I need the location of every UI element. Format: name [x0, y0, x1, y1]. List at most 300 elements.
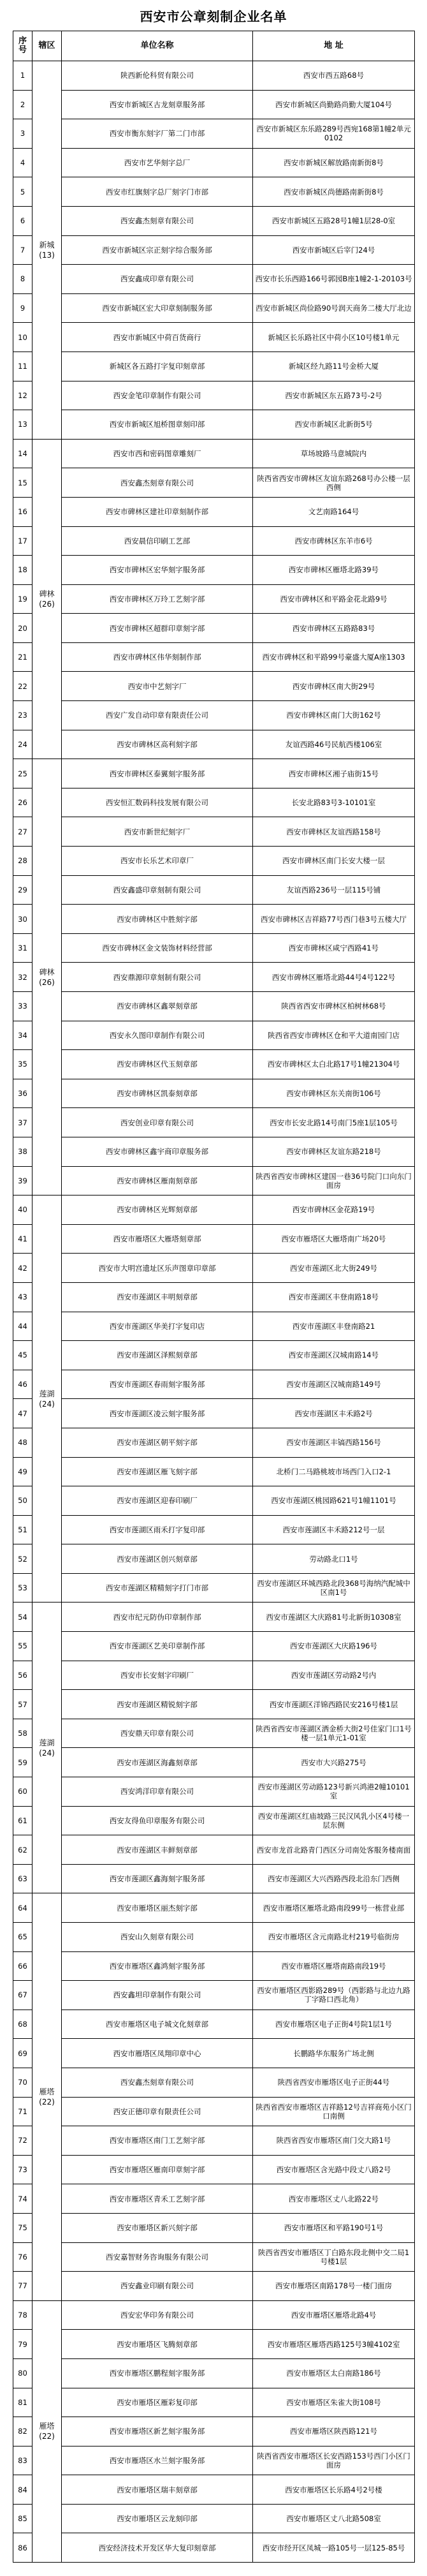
company-address: 西安市新城区尚勤路尚勤大厦104号 [253, 90, 415, 119]
district-cell [33, 759, 62, 1195]
table-row [13, 1806, 415, 1835]
table-row [13, 1661, 415, 1690]
table-row [13, 265, 415, 294]
row-number: 41 [13, 1224, 33, 1254]
company-address: 劳动路北口1号 [253, 1544, 415, 1574]
table-row [13, 206, 415, 235]
table-row [13, 1603, 415, 1632]
company-address: 西安市碑林区金花路19号 [253, 1195, 415, 1225]
company-name: 西安山久刻章有限公司 [62, 1923, 253, 1952]
company-address: 西安市大兴路275号 [253, 1748, 415, 1777]
company-address: 西安市雁塔区电子正街4号院1层1号 [253, 2010, 415, 2039]
row-number: 61 [13, 1806, 33, 1835]
company-address: 西安市碑林区南门长安大楼一层 [253, 847, 415, 876]
company-address: 西安市碑林区和平路99号豪盛大厦A座1303 [253, 642, 415, 672]
district-cell [33, 2300, 62, 2562]
row-number: 45 [13, 1341, 33, 1370]
row-number: 62 [13, 1835, 33, 1865]
company-name: 西安市莲湖区艺美印章制作部 [62, 1632, 253, 1661]
company-name: 西安鑫业印刷有限公司 [62, 2272, 253, 2301]
seal-company-table [13, 31, 415, 2563]
row-number: 14 [13, 439, 33, 468]
district-cell [33, 1893, 62, 2300]
company-address: 文艺南路164号 [253, 497, 415, 526]
table-row [13, 497, 415, 526]
row-number: 60 [13, 1777, 33, 1807]
company-name: 西安市莲湖区迎春印刷厂 [62, 1486, 253, 1516]
company-name: 西安市莲湖区雨禾打字复印部 [62, 1515, 253, 1544]
table-row [13, 1719, 415, 1748]
company-address: 西安市雁塔区雁塔北路南段99号一栋营业部 [253, 1893, 415, 1923]
row-number: 27 [13, 817, 33, 847]
table-row [13, 1544, 415, 1574]
district-cell [33, 1603, 62, 1893]
table-row [13, 1777, 415, 1807]
company-address: 西安市龙首北路青门西区分司南处客服务楼南面 [253, 1835, 415, 1865]
row-number: 37 [13, 1108, 33, 1137]
header-no: 序号 [13, 31, 33, 61]
company-name: 西安市雁塔区飞腾刻章部 [62, 2330, 253, 2359]
row-number: 56 [13, 1661, 33, 1690]
row-number: 24 [13, 730, 33, 759]
company-name: 西安永久图印章制作有限公司 [62, 1021, 253, 1050]
company-name: 西安市雁塔区新艺刻字服务部 [62, 2417, 253, 2446]
company-address: 西安市碑林区友谊西路158号 [253, 817, 415, 847]
row-number: 20 [13, 614, 33, 643]
table-row [13, 1021, 415, 1050]
table-row [13, 2039, 415, 2068]
company-address: 西安市莲湖区劳动路123号新兴鸿港2幢10101室 [253, 1777, 415, 1807]
company-address: 西安市新城区五路28号1幢1层28-0室 [253, 206, 415, 235]
row-number: 3 [13, 119, 33, 149]
district-name: 莲湖 [39, 1389, 55, 1398]
company-address: 西安市碑林区太白北路17号1幢21304号 [253, 1050, 415, 1079]
company-name: 西安市碑林区伟华刻制作部 [62, 642, 253, 672]
table-row [13, 2010, 415, 2039]
table-row [13, 1050, 415, 1079]
table-row [13, 2358, 415, 2388]
table-row [13, 614, 415, 643]
row-number: 54 [13, 1603, 33, 1632]
row-number: 64 [13, 1893, 33, 1923]
company-address: 西安市新城区尚俭路90号润天商务二楼大厅北边 [253, 293, 415, 323]
table-row [13, 1254, 415, 1283]
company-name: 西安正德印章有限责任公司 [62, 2097, 253, 2126]
table-row [13, 730, 415, 759]
table-row [13, 2272, 415, 2301]
table-row [13, 526, 415, 556]
row-number: 71 [13, 2097, 33, 2126]
row-number: 38 [13, 1137, 33, 1166]
company-address: 西安市莲湖区丰镐西路156号 [253, 1428, 415, 1457]
company-address: 长鹏路华东服务广场北侧 [253, 2039, 415, 2068]
company-name: 西安市大明宫遗址区乐声图章印章部 [62, 1254, 253, 1283]
table-row [13, 1923, 415, 1952]
row-number: 4 [13, 148, 33, 177]
table-row [13, 933, 415, 963]
row-number: 39 [13, 1166, 33, 1195]
table-row [13, 1137, 415, 1166]
company-address: 西安市雁塔区长乐路4号2号楼 [253, 2475, 415, 2505]
company-address: 陕西省西安市雁塔区电子正街44号 [253, 2068, 415, 2097]
company-address: 西安市碑林区东羊市6号 [253, 526, 415, 556]
table-row [13, 1428, 415, 1457]
table-row [13, 1486, 415, 1516]
row-number: 66 [13, 1951, 33, 1981]
district-cell [33, 1195, 62, 1603]
company-name: 西安市雁塔区凤翔印章中心 [62, 2039, 253, 2068]
table-row [13, 992, 415, 1021]
company-name: 西安创业印章有限公司 [62, 1108, 253, 1137]
company-name: 西安市碑林区建社印章刻制作部 [62, 497, 253, 526]
table-row [13, 1690, 415, 1719]
header-address: 地 址 [253, 31, 415, 61]
company-address: 西安市雁塔区含光路中段丈八路2号 [253, 2155, 415, 2184]
district-count: (24) [39, 1399, 55, 1409]
table-row [13, 1893, 415, 1923]
table-row [13, 323, 415, 352]
company-name: 西安市雁塔区新兴刻字部 [62, 2213, 253, 2242]
company-name: 西安市雁塔区雁南印章刻字部 [62, 2155, 253, 2184]
company-address: 西安市莲湖区洋锦西路民安216号楼1层 [253, 1690, 415, 1719]
company-address: 西安市雁塔区大雁塔南广场20号 [253, 1224, 415, 1254]
district-count: (13) [39, 250, 55, 260]
table-row [13, 1864, 415, 1893]
table-row [13, 1195, 415, 1225]
row-number: 26 [13, 788, 33, 817]
company-address: 西安市莲湖区环城西路北段368号海纳汽配城中区南1号 [253, 1573, 415, 1603]
company-name: 陕西新伦科贸有限公司 [62, 61, 253, 91]
company-address: 西安市莲湖区丰登南路21 [253, 1312, 415, 1341]
company-name: 西安嘉智财务咨询服务有限公司 [62, 2242, 253, 2272]
company-address: 长安北路83号3-10101室 [253, 788, 415, 817]
company-name: 西安市碑林区中胜刻字部 [62, 905, 253, 934]
company-name: 西安市莲湖区凌云刻字服务部 [62, 1399, 253, 1428]
table-row [13, 1370, 415, 1399]
company-address: 西安市碑林区和平路金花北路9号 [253, 584, 415, 614]
row-number: 31 [13, 933, 33, 963]
company-address: 西安市碑林区吉祥路77号西门巷3号五楼大厅 [253, 905, 415, 934]
company-address: 西安市雁塔区太白南路186号 [253, 2358, 415, 2388]
company-address: 西安市莲湖区大庆路81号北新街10308室 [253, 1603, 415, 1632]
table-row [13, 148, 415, 177]
row-number: 84 [13, 2475, 33, 2505]
company-address: 西安市碑林区雁塔北路44号4号122号 [253, 963, 415, 992]
company-name: 西安市碑林区代玉刻章部 [62, 1050, 253, 1079]
table-row [13, 963, 415, 992]
district-name: 雁塔 [39, 2087, 55, 2097]
company-name: 西安市莲湖区创兴刻章部 [62, 1544, 253, 1574]
row-number: 19 [13, 584, 33, 614]
row-number: 5 [13, 177, 33, 207]
row-number: 42 [13, 1254, 33, 1283]
company-address: 陕西省西安市雁塔区吉祥路12号吉祥商苑小区门口南侧 [253, 2097, 415, 2126]
table-row [13, 1573, 415, 1603]
table-row [13, 119, 415, 149]
row-number: 53 [13, 1573, 33, 1603]
row-number: 72 [13, 2126, 33, 2156]
table-row [13, 90, 415, 119]
table-row [13, 2330, 415, 2359]
company-address: 西安市碑林区咸宁西路41号 [253, 933, 415, 963]
table-row [13, 468, 415, 498]
company-address: 西安市雁塔区陕西路121号 [253, 2417, 415, 2446]
table-row [13, 2097, 415, 2126]
company-address: 西安市长乐西路166号郭园B座1幢2-1-20103号 [253, 265, 415, 294]
document-title: 西安市公章刻制企业名单 [140, 9, 287, 24]
company-name: 西安市碑林区宏华刻字服务部 [62, 556, 253, 585]
company-name: 西安市莲湖区华美打字复印店 [62, 1312, 253, 1341]
table-row [13, 2388, 415, 2417]
row-number: 11 [13, 352, 33, 381]
row-number: 67 [13, 1981, 33, 2010]
table-row [13, 381, 415, 410]
row-number: 12 [13, 381, 33, 410]
company-address: 西安市雁塔区含元南路北村219号临街房 [253, 1923, 415, 1952]
table-row [13, 1748, 415, 1777]
row-number: 46 [13, 1370, 33, 1399]
company-name: 西安广发自动印章有限责任公司 [62, 701, 253, 730]
row-number: 74 [13, 2184, 33, 2214]
table-row [13, 642, 415, 672]
row-number: 16 [13, 497, 33, 526]
row-number: 6 [13, 206, 33, 235]
row-number: 75 [13, 2213, 33, 2242]
company-name: 西安市雁塔区云龙刻印部 [62, 2504, 253, 2533]
company-address: 西安市莲湖区大兴西路西段北沿东门西侧 [253, 1864, 415, 1893]
row-number: 83 [13, 2446, 33, 2475]
row-number: 49 [13, 1457, 33, 1486]
header-district: 辖区 [33, 31, 62, 61]
company-name: 西安经济技术开发区华大复印刻章部 [62, 2533, 253, 2563]
company-name: 西安市长安刻字印刷厂 [62, 1661, 253, 1690]
company-address: 新城区经九路11号金桥大厦 [253, 352, 415, 381]
row-number: 51 [13, 1515, 33, 1544]
company-name: 西安市雁塔区大雁塔刻章部 [62, 1224, 253, 1254]
company-name: 西安市雁塔区南门工艺刻字部 [62, 2126, 253, 2156]
row-number: 18 [13, 556, 33, 585]
company-address: 西安市新城区后宰门24号 [253, 235, 415, 265]
table-row [13, 672, 415, 701]
table-row [13, 1951, 415, 1981]
company-address: 西安市碑林区南门大街162号 [253, 701, 415, 730]
table-row [13, 817, 415, 847]
row-number: 10 [13, 323, 33, 352]
company-address: 西安市莲湖区丰禾路2号 [253, 1399, 415, 1428]
company-address: 西安市新城区北新街5号 [253, 410, 415, 440]
table-row [13, 2242, 415, 2272]
district-count: (22) [39, 2098, 55, 2107]
company-address: 西安市雁塔区西影路289号（西影路与北边九路丁字路口西北角） [253, 1981, 415, 2010]
company-name: 西安宏华印务有限公司 [62, 2300, 253, 2330]
row-number: 65 [13, 1923, 33, 1952]
company-name: 新城区各五路打字复印刻章部 [62, 352, 253, 381]
table-row [13, 1457, 415, 1486]
company-name: 西安市莲湖区雁飞刻字部 [62, 1457, 253, 1486]
row-number: 1 [13, 61, 33, 91]
row-number: 13 [13, 410, 33, 440]
company-name: 西安鑫盛印章刻制有限公司 [62, 875, 253, 905]
company-address: 陕西省西安市雁塔区长安西路153号西门小区门面房 [253, 2446, 415, 2475]
company-name: 西安市碑林区金文装饰材料经营部 [62, 933, 253, 963]
company-address: 西安市雁塔区丈八北路508室 [253, 2504, 415, 2533]
row-number: 63 [13, 1864, 33, 1893]
company-address: 草场坡路马意城院内 [253, 439, 415, 468]
table-row [13, 293, 415, 323]
table-header-row [13, 31, 415, 61]
row-number: 25 [13, 759, 33, 788]
table-row [13, 1108, 415, 1137]
company-address: 西安市莲湖区丰禾路212号一层 [253, 1515, 415, 1544]
company-name: 西安鑫坦印章制作有限公司 [62, 1981, 253, 2010]
company-address: 陕西省西安市碑林区友谊东路268号办公楼一层西侧 [253, 468, 415, 498]
company-name: 西安市莲湖区朝平刻字部 [62, 1428, 253, 1457]
company-name: 西安市新城区古龙刻章服务部 [62, 90, 253, 119]
company-name: 西安市雁塔区丽杰刻字部 [62, 1893, 253, 1923]
row-number: 52 [13, 1544, 33, 1574]
company-name: 西安市莲湖区精精刻字打门市部 [62, 1573, 253, 1603]
company-name: 西安鑫杰刻章有限公司 [62, 206, 253, 235]
table-row [13, 788, 415, 817]
district-name: 碑林 [39, 967, 55, 977]
company-name: 西安友得鱼印章服务有限公司 [62, 1806, 253, 1835]
company-name: 西安晨信印刷工艺部 [62, 526, 253, 556]
row-number: 80 [13, 2358, 33, 2388]
company-name: 西安市碑林区高利刻字部 [62, 730, 253, 759]
table-row [13, 556, 415, 585]
company-address: 北桥门二马路桃坡市场西门入口2-1 [253, 1457, 415, 1486]
table-row [13, 905, 415, 934]
company-name: 西安市莲湖区丰鲜刻章部 [62, 1835, 253, 1865]
row-number: 85 [13, 2504, 33, 2533]
row-number: 7 [13, 235, 33, 265]
company-address: 西安市经开区凤城一路105号一层125-85号 [253, 2533, 415, 2563]
table-row [13, 2533, 415, 2563]
district-count: (26) [39, 977, 55, 987]
header-name: 单位名称 [62, 31, 253, 61]
row-number: 15 [13, 468, 33, 498]
row-number: 2 [13, 90, 33, 119]
company-name: 西安市中艺刻字厂 [62, 672, 253, 701]
table-row [13, 2446, 415, 2475]
company-address: 西安市长安北路14号南门5座1层105号 [253, 1108, 415, 1137]
company-address: 西安市新城区解放路南新街8号 [253, 148, 415, 177]
company-name: 西安市雁塔区鹏程刻字服务部 [62, 2358, 253, 2388]
company-name: 西安市雁塔区电子城文化刻章部 [62, 2010, 253, 2039]
company-name: 西安市碑林区雁南刻章部 [62, 1166, 253, 1195]
table-row [13, 1312, 415, 1341]
company-address: 西安市碑林区友谊东路218号 [253, 1137, 415, 1166]
company-address: 西安市莲湖区红庙坡路三民汉风乳小区4号楼一层东侧 [253, 1806, 415, 1835]
table-row [13, 1079, 415, 1108]
company-name: 西安市碑林区泰翼刻字服务部 [62, 759, 253, 788]
row-number: 68 [13, 2010, 33, 2039]
district-cell [33, 61, 62, 440]
company-name: 西安鑫杰刻章有限公司 [62, 2068, 253, 2097]
company-name: 西安恒汇数码科技发展有限公司 [62, 788, 253, 817]
row-number: 29 [13, 875, 33, 905]
table-row [13, 1282, 415, 1312]
company-name: 西安市新世纪刻字厂 [62, 817, 253, 847]
row-number: 17 [13, 526, 33, 556]
table-row [13, 875, 415, 905]
row-number: 81 [13, 2388, 33, 2417]
company-address: 友谊西路236号一层115号铺 [253, 875, 415, 905]
company-address: 西安市莲湖区北大街249号 [253, 1254, 415, 1283]
table-row [13, 1341, 415, 1370]
company-address: 陕西省西安市雁塔区丁白路东段北侧中交二局1号楼1层 [253, 2242, 415, 2272]
row-number: 79 [13, 2330, 33, 2359]
company-name: 西安市新城区宗正刻字综合服务部 [62, 235, 253, 265]
row-number: 58 [13, 1719, 33, 1748]
company-name: 西安市雁塔区鑫鸿刻字服务部 [62, 1951, 253, 1981]
district-name: 雁塔 [39, 2422, 55, 2431]
row-number: 32 [13, 963, 33, 992]
company-name: 西安鼎源印章刻制有限公司 [62, 963, 253, 992]
district-count: (24) [39, 1748, 55, 1758]
company-address: 西安市雁塔区雁塔西路125号3幢4102室 [253, 2330, 415, 2359]
company-address: 西安市新城区尚德路南新街8号 [253, 177, 415, 207]
table-row [13, 2068, 415, 2097]
row-number: 35 [13, 1050, 33, 1079]
row-number: 28 [13, 847, 33, 876]
table-row [13, 1981, 415, 2010]
table-row [13, 847, 415, 876]
row-number: 59 [13, 1748, 33, 1777]
table-row [13, 1399, 415, 1428]
row-number: 34 [13, 1021, 33, 1050]
company-address: 西安市碑林区湘子庙街15号 [253, 759, 415, 788]
company-name: 西安市莲湖区鑫海刻字服务部 [62, 1864, 253, 1893]
district-name: 新城 [39, 240, 55, 249]
company-name: 西安金笔印章制作有限公司 [62, 381, 253, 410]
company-address: 陕西省西安市碑林区仓和平大道南园门店 [253, 1021, 415, 1050]
company-address: 西安市西五路68号 [253, 61, 415, 91]
company-name: 西安市莲湖区海鑫刻章部 [62, 1748, 253, 1777]
company-address: 西安市雁塔区雁塔北路4号 [253, 2300, 415, 2330]
district-count: (22) [39, 2432, 55, 2441]
row-number: 47 [13, 1399, 33, 1428]
company-name: 西安市莲湖区丰明刻章部 [62, 1282, 253, 1312]
table-row [13, 1515, 415, 1544]
table-row [13, 2417, 415, 2446]
row-number: 9 [13, 293, 33, 323]
company-address: 西安市雁塔区南路178号一楼门面房 [253, 2272, 415, 2301]
company-address: 陕西省西安市雁塔区南门交大路1号 [253, 2126, 415, 2156]
row-number: 33 [13, 992, 33, 1021]
row-number: 57 [13, 1690, 33, 1719]
company-name: 西安市碑林区光辉刻章部 [62, 1195, 253, 1225]
table-row [13, 2155, 415, 2184]
table-row [13, 2475, 415, 2505]
table-row [13, 61, 415, 91]
district-cell [33, 439, 62, 759]
company-name: 西安鑫杰刻章有限公司 [62, 468, 253, 498]
company-name: 西安市艺华刻字总厂 [62, 148, 253, 177]
company-address: 西安市莲湖区桃园路621号1幢1101号 [253, 1486, 415, 1516]
row-number: 8 [13, 265, 33, 294]
row-number: 43 [13, 1282, 33, 1312]
row-number: 86 [13, 2533, 33, 2563]
company-address: 新城区长乐路社区中荷小区10号楼1单元 [253, 323, 415, 352]
company-name: 西安市碑林区凯泰刻章部 [62, 1079, 253, 1108]
company-address: 西安市雁塔区朱雀大街108号 [253, 2388, 415, 2417]
row-number: 21 [13, 642, 33, 672]
row-number: 30 [13, 905, 33, 934]
table-row [13, 1835, 415, 1865]
table-row [13, 1166, 415, 1195]
table-row [13, 1632, 415, 1661]
